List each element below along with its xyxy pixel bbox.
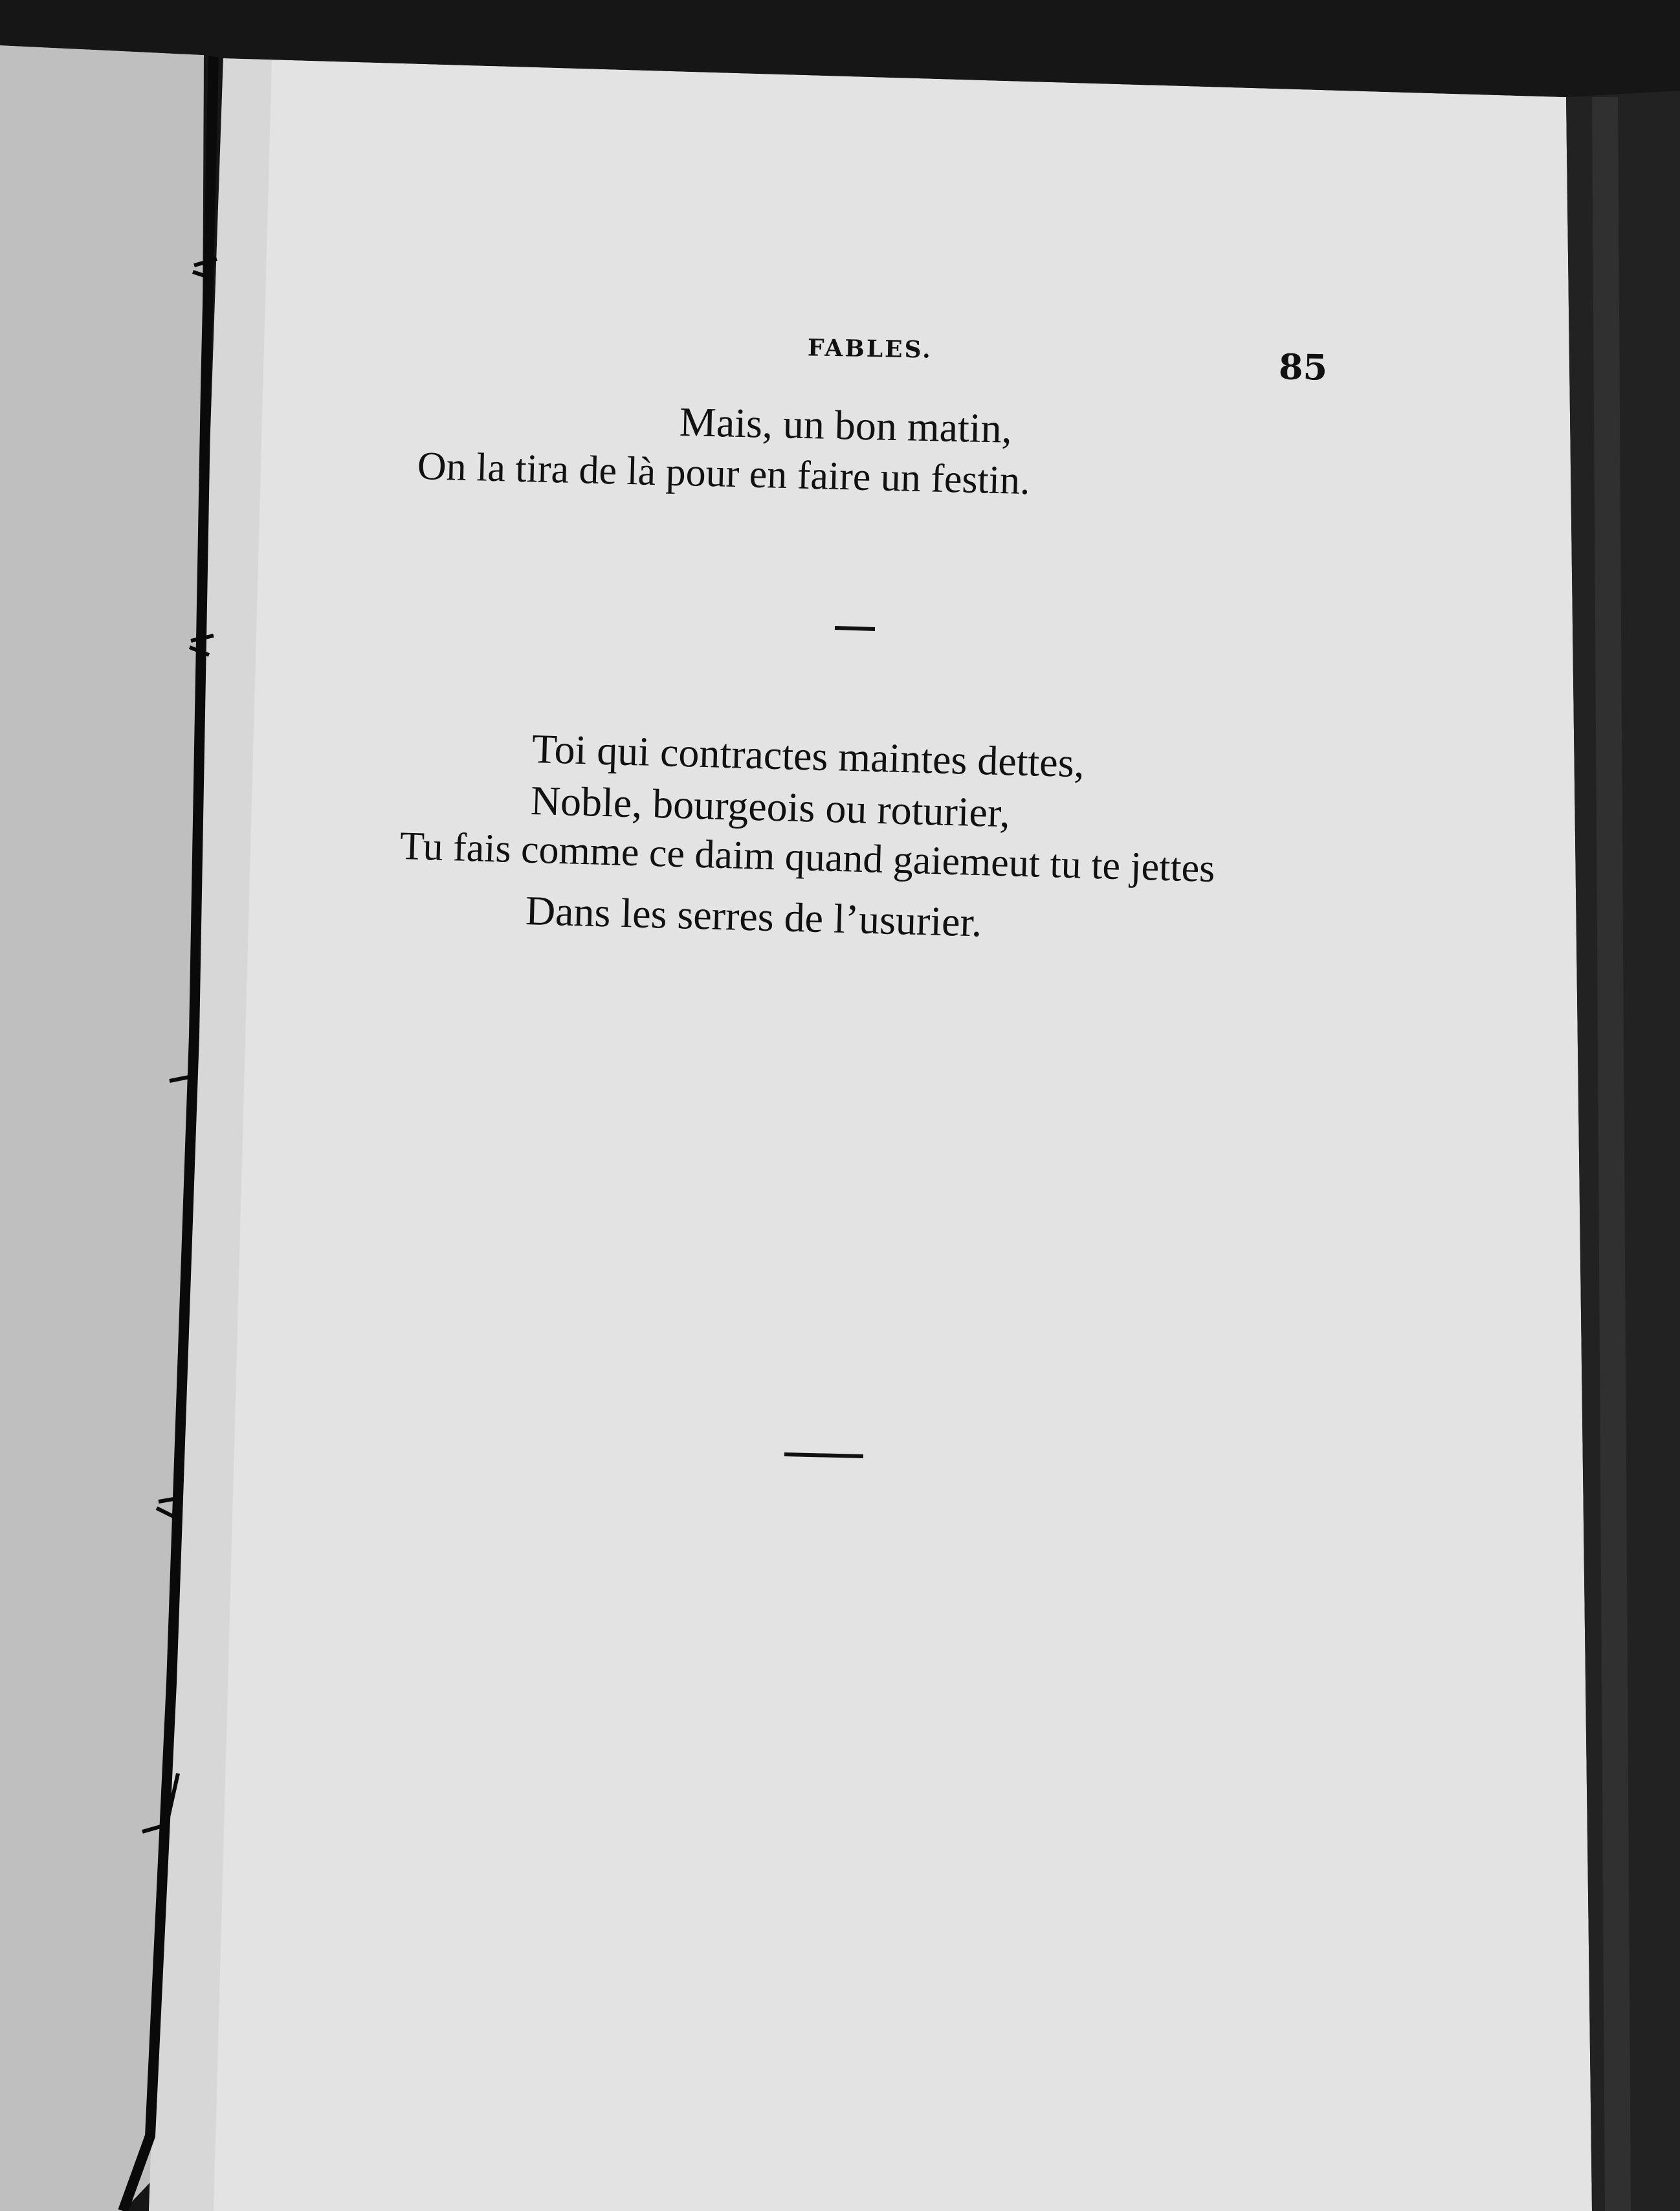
verse-line: Dans les serres de l’usurier. bbox=[525, 887, 983, 946]
verse-line: Mais, un bon matin, bbox=[679, 399, 1013, 452]
page-number: 85 bbox=[1278, 346, 1328, 388]
verse-line: On la tira de là pour en faire un festin. bbox=[417, 444, 1031, 504]
verse-line: Noble, bourgeois ou roturier, bbox=[530, 777, 1011, 836]
verse-line: Toi qui contractes maintes dettes, bbox=[531, 726, 1085, 786]
section-divider-rule bbox=[835, 628, 875, 629]
end-rule bbox=[784, 1454, 863, 1456]
running-head: FABLES. bbox=[807, 334, 933, 364]
verse-line: Tu fais comme ce daim quand gaiemeut tu te jettes bbox=[399, 824, 1216, 891]
